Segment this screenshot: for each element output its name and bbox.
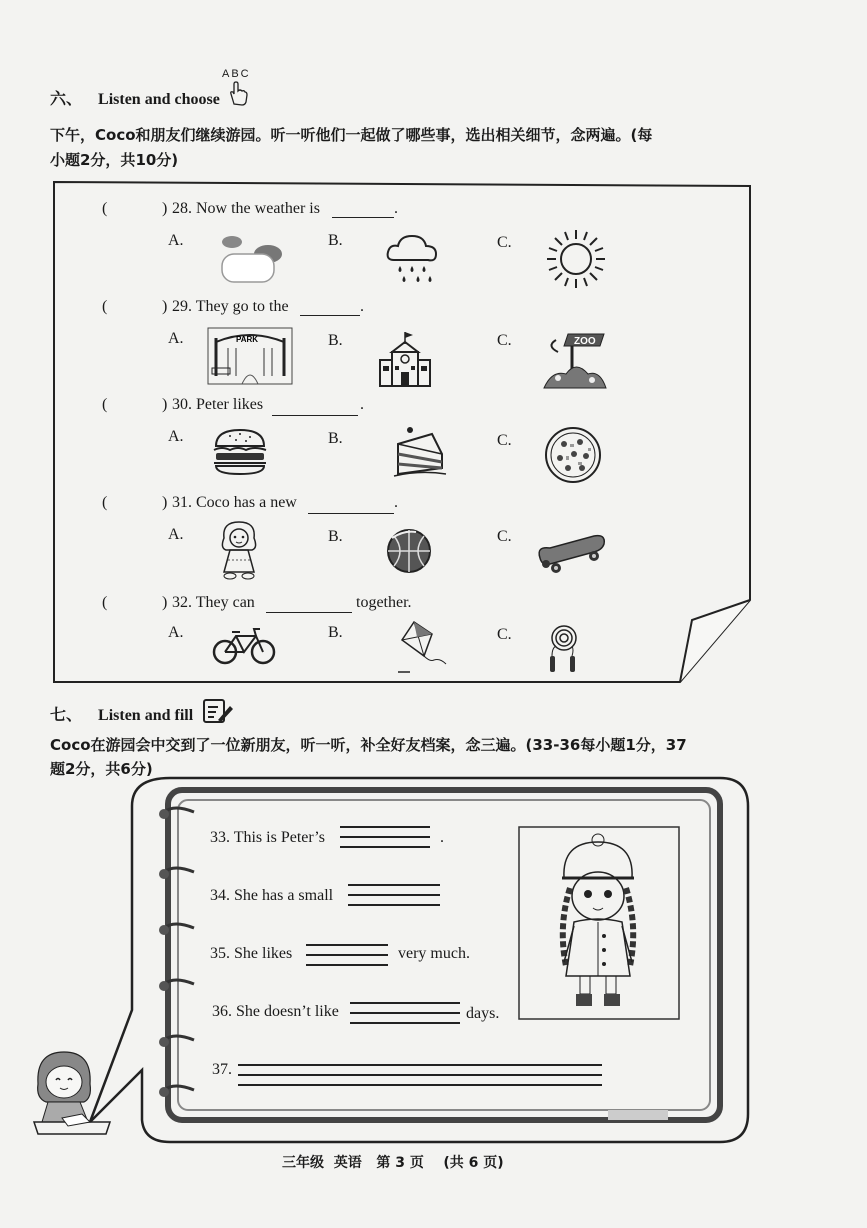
question-text: 31. Coco has a new [172, 494, 297, 511]
answer-paren-open: ( [102, 396, 108, 413]
section6-number: 六、 [50, 91, 83, 108]
blank-37-line1[interactable] [238, 1064, 602, 1066]
question-end: . [360, 396, 364, 413]
item-33-end: . [440, 829, 444, 846]
question-end: . [394, 494, 398, 511]
answer-slot-32[interactable] [112, 610, 158, 612]
section6-instruction-1: 下午，Coco和朋友们继续游园。听一听他们一起做了哪些事，选出相关细节，念两遍。(每 [50, 126, 653, 144]
option-c-label: C. [497, 332, 512, 349]
answer-paren-close: ) [162, 594, 168, 611]
question-text: 30. Peter likes [172, 396, 264, 413]
option-a-label: A. [168, 526, 184, 543]
rain-icon [386, 232, 438, 288]
girl-portrait [518, 826, 680, 1022]
hamburger-icon [212, 428, 268, 476]
notebook-rings [154, 800, 204, 1100]
answer-paren-open: ( [102, 200, 108, 217]
writing-pad-icon [202, 698, 234, 724]
answer-slot-29[interactable] [112, 314, 158, 316]
blank-34-line2 [348, 894, 440, 896]
pointing-hand-icon [226, 80, 250, 106]
answer-paren-close: ) [162, 298, 168, 315]
zoo-icon [542, 330, 608, 390]
item-37-text: 37. [212, 1061, 232, 1078]
question-text: 28. Now the weather is [172, 200, 320, 217]
item-36-end: days. [466, 1005, 500, 1022]
blank-33-line3 [340, 846, 430, 848]
option-a-label: A. [168, 428, 184, 445]
option-a-label: A. [168, 232, 184, 249]
blank-34-line1[interactable] [348, 884, 440, 886]
reading-girl-illustration [32, 1048, 112, 1138]
blank-36-line2 [350, 1012, 460, 1014]
option-b-label: B. [328, 528, 343, 545]
answer-slot-28[interactable] [112, 216, 158, 218]
answer-paren-open: ( [102, 594, 108, 611]
cake-icon [392, 424, 446, 480]
option-c-label: C. [497, 234, 512, 251]
skateboard-icon [536, 528, 608, 576]
blank-36-line3 [350, 1022, 460, 1024]
doll-icon [214, 520, 264, 580]
option-b-label: B. [328, 430, 343, 447]
blank-35-line2 [306, 954, 388, 956]
fill-blank [332, 203, 394, 218]
school-icon [378, 330, 432, 390]
item-33-text: 33. This is Peter’s [210, 829, 325, 846]
blank-34-line3 [348, 904, 440, 906]
cloudy-icon [218, 232, 284, 284]
item-36-text: 36. She doesn’t like [212, 1003, 339, 1020]
jump-rope-icon [542, 622, 582, 684]
answer-slot-30[interactable] [112, 412, 158, 414]
basketball-icon [386, 528, 432, 574]
question-text: 32. They can [172, 594, 255, 611]
section6-title: Listen and choose [98, 91, 220, 108]
question-end: . [394, 200, 398, 217]
option-b-label: B. [328, 232, 343, 249]
answer-paren-close: ) [162, 494, 168, 511]
section7-title: Listen and fill [98, 707, 194, 724]
answer-slot-31[interactable] [112, 510, 158, 512]
section7-instruction-2: 题2分，共6分) [50, 760, 153, 778]
bicycle-icon [212, 626, 276, 666]
park-icon [206, 326, 294, 386]
option-b-label: B. [328, 624, 343, 641]
item-34-text: 34. She has a small [210, 887, 334, 904]
pizza-icon [544, 426, 602, 484]
question-end: together. [356, 594, 412, 611]
option-c-label: C. [497, 528, 512, 545]
option-c-label: C. [497, 626, 512, 643]
answer-paren-close: ) [162, 396, 168, 413]
section7-number: 七、 [50, 707, 83, 724]
page-footer: 三年级 英语 第 3 页 (共 6 页) [282, 1155, 504, 1171]
blank-37-line3 [238, 1084, 602, 1086]
abc-label: ABC [222, 68, 251, 80]
item-35-text: 35. She likes [210, 945, 293, 962]
question-text: 29. They go to the [172, 298, 289, 315]
sun-icon [545, 228, 607, 290]
item-35-end: very much. [398, 945, 470, 962]
option-b-label: B. [328, 332, 343, 349]
option-c-label: C. [497, 432, 512, 449]
section7-header [50, 702, 193, 725]
answer-paren-close: ) [162, 200, 168, 217]
blank-36-line1[interactable] [350, 1002, 460, 1004]
kite-icon [396, 620, 452, 676]
fill-blank [266, 598, 352, 613]
blank-35-line1[interactable] [306, 944, 388, 946]
answer-paren-open: ( [102, 298, 108, 315]
section6-header [50, 86, 220, 109]
option-a-label: A. [168, 330, 184, 347]
blank-37-line2 [238, 1074, 602, 1076]
section6-instruction-2: 小题2分，共10分) [50, 151, 179, 169]
park-sign-text: PARK [236, 335, 259, 344]
option-a-label: A. [168, 624, 184, 641]
answer-paren-open: ( [102, 494, 108, 511]
blank-33-line1[interactable] [340, 826, 430, 828]
zoo-sign-text: ZOO [574, 336, 596, 347]
fill-blank [308, 499, 394, 514]
blank-33-line2 [340, 836, 430, 838]
section7-instruction-1: Coco在游园会中交到了一位新朋友，听一听，补全好友档案，念三遍。(33-36每小题1分，37 [50, 736, 687, 754]
blank-35-line3 [306, 964, 388, 966]
fill-blank [272, 401, 358, 416]
fill-blank [300, 301, 360, 316]
question-end: . [360, 298, 364, 315]
